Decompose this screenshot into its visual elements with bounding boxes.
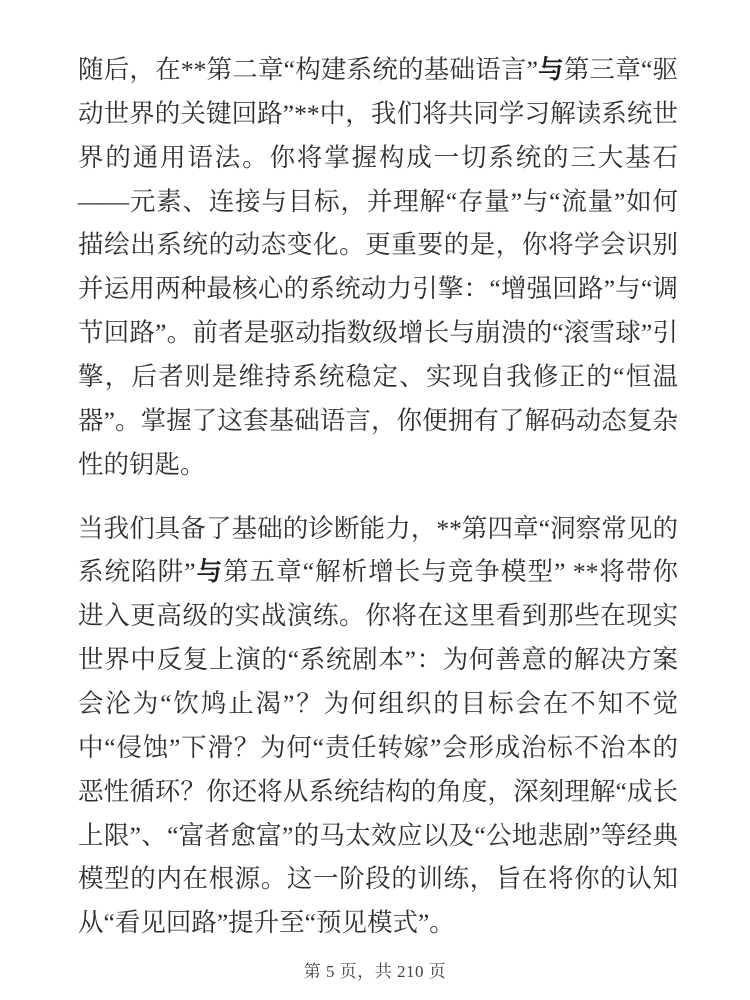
text-run: 第三章“驱动世界的关键回路”** <box>78 55 678 128</box>
text-run: 中，我们将共同学习解读系统世界的通用语法。你将掌握构成一切系统的三大基石——元素、连接与目标，并理解“存量”与“流量”如何描绘出系统的动态变化。更重要的是，你将学会识别并运用两种最核心的系统动力引擎：“增强回路”与“调节回路”。前者是驱动指数级增长与崩溃的“滚雪球”引擎，后者则是维持系统稳定、实现自我修正的“恒温器”。掌握了这套基础语言，你便拥有了解码动态复杂性的钥匙。 <box>78 98 678 479</box>
page-footer: 第 5 页，共 210 页 <box>303 962 447 981</box>
text-run: 随后，在 <box>78 55 181 84</box>
text-run: 当我们具备了基础的诊断能力， <box>78 513 437 543</box>
paragraph <box>78 48 678 487</box>
text-run: 第五章“解析增长与竞争模型” <box>223 557 566 587</box>
text-run: ** <box>565 557 599 587</box>
text-run-bold: 与 <box>537 55 564 84</box>
text-run: **第二章“构建系统的基础语言” <box>180 55 538 84</box>
paragraph <box>78 507 678 946</box>
text-run: 将带你进入更高级的实战演练。你将在这里看到那些在现实世界中反复上演的“系统剧本”：为何善意的解决方案会沦为“饮鸠止渴”？为何组织的目标会在不知不觉中“侵蚀”下滑？为何“责任转嫁”会形成治标不治本的恶性循环？你还将从系统结构的角度，深刻理解“成长上限”、“富者愈富”的马太效应以及“公地悲剧”等经典模型的内在根源。这一阶段的训练，旨在将你的认知从“看见回路”提升至“预见模式”。 <box>78 557 678 938</box>
text-run-bold: 与 <box>195 557 224 587</box>
document-body <box>78 48 678 965</box>
text-run: **第四章“洞察常见的系统陷阱” <box>78 513 678 587</box>
